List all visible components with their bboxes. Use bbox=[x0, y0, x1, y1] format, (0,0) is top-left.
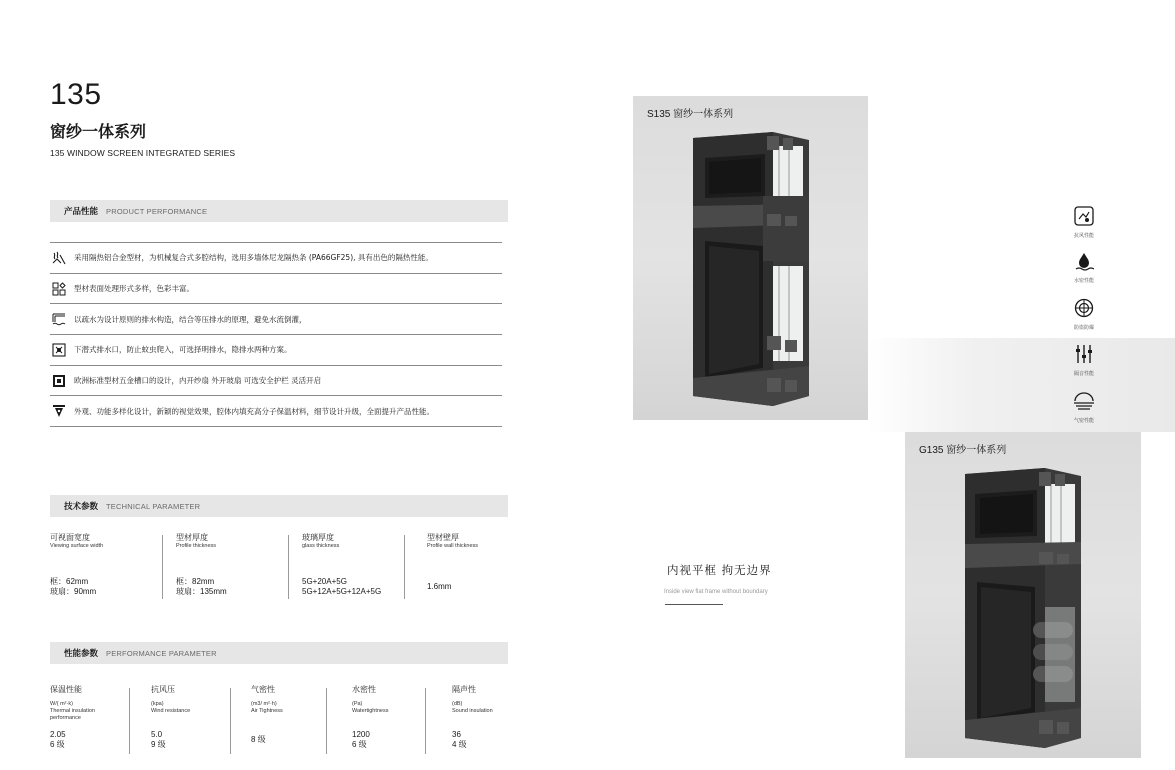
section-title-cn: 技术参数 bbox=[64, 502, 99, 512]
perf-heading-en: Wind resistance bbox=[151, 708, 191, 714]
perf-value: 6 级 bbox=[50, 740, 65, 749]
feature-text: 以疏水为设计原则的排水构造，结合等压排水的原理，避免水流倒灌， bbox=[74, 314, 307, 324]
feature-item bbox=[50, 366, 502, 397]
air-tightness-icon bbox=[1073, 391, 1095, 415]
insect-screen-icon bbox=[52, 343, 66, 357]
tech-value: 5G+12A+5G+12A+5G bbox=[302, 587, 382, 596]
slogan-underline bbox=[665, 604, 723, 605]
perf-value: 36 bbox=[452, 730, 461, 739]
perf-heading-en: Sound insulation bbox=[452, 708, 493, 714]
feature-item bbox=[50, 396, 502, 427]
heat-insulation-icon bbox=[52, 251, 66, 265]
section-title-cn: 产品性能 bbox=[64, 207, 99, 217]
tech-heading-cn: 玻璃厚度 bbox=[302, 533, 334, 542]
pen-design-icon bbox=[52, 404, 66, 418]
feature-text: 型材表面处理形式多样，色彩丰富。 bbox=[74, 284, 194, 294]
performance-icon-item bbox=[1064, 298, 1104, 331]
feature-text: 采用隔热铝合金型材，为机械复合式多腔结构，选用多墙体尼龙隔热条 (PA66GF25), 具有出色的隔热性能。 bbox=[74, 253, 433, 263]
tech-heading-cn: 可视面宽度 bbox=[50, 533, 90, 542]
product-performance-header bbox=[50, 200, 508, 222]
performance-icon-item bbox=[1064, 206, 1104, 239]
feature-text: 外观、功能多样化设计，新颖的视觉效果，腔体内填充高分子保温材料，细节设计升级，全面提升产品性能。 bbox=[74, 406, 434, 416]
perf-value: 1200 bbox=[352, 730, 370, 739]
perf-column bbox=[352, 685, 422, 755]
technical-parameter-grid bbox=[50, 533, 508, 601]
background-band bbox=[868, 338, 1175, 432]
section-title-en: TECHNICAL PARAMETER bbox=[106, 501, 201, 511]
s135-product-photo bbox=[633, 96, 868, 420]
performance-icon-label: 抗风性能 bbox=[1073, 233, 1094, 239]
performance-icon-item bbox=[1064, 344, 1104, 377]
feature-text: 欧洲标准型材五金槽口的设计，内开纱扇 外开玻扇 可选安全护栏 灵活开启 bbox=[74, 376, 322, 386]
column-divider bbox=[288, 535, 289, 599]
feature-item bbox=[50, 304, 502, 335]
g135-product-photo bbox=[905, 432, 1141, 758]
perf-value: 9 级 bbox=[151, 740, 166, 749]
series-title-en: 135 WINDOW SCREEN INTEGRATED SERIES bbox=[50, 148, 236, 158]
column-divider bbox=[404, 535, 405, 599]
column-divider bbox=[425, 688, 426, 754]
tech-value: 玻扇：90mm bbox=[50, 587, 97, 596]
photo-caption: S135 窗纱一体系列 bbox=[647, 109, 734, 120]
tech-heading-en: Viewing surface width bbox=[50, 543, 104, 549]
perf-value: 5.0 bbox=[151, 730, 163, 739]
window-profile-illustration bbox=[905, 432, 1141, 758]
perf-unit: (Pa) bbox=[352, 701, 363, 707]
section-title-en: PRODUCT PERFORMANCE bbox=[106, 206, 208, 216]
feature-text: 下潜式排水口，防止蚊虫爬入，可选择明排水，隐排水两种方案。 bbox=[74, 345, 292, 355]
performance-icon-label: 气密性能 bbox=[1073, 418, 1094, 424]
perf-value: 6 级 bbox=[352, 740, 367, 749]
perf-unit: (m3/ m²·h) bbox=[251, 701, 277, 707]
performance-icon-item bbox=[1064, 391, 1104, 424]
tech-value: 框：62mm bbox=[50, 577, 89, 586]
series-number: 135 bbox=[50, 78, 102, 111]
perf-column bbox=[151, 685, 231, 755]
hardware-slot-icon bbox=[52, 374, 66, 388]
column-divider bbox=[230, 688, 231, 754]
wind-resistance-icon bbox=[1074, 206, 1094, 230]
perf-column bbox=[251, 685, 321, 755]
perf-heading-cn: 抗风压 bbox=[151, 685, 175, 694]
perf-heading-cn: 水密性 bbox=[352, 685, 376, 694]
tech-column bbox=[427, 533, 508, 601]
photo-caption: G135 窗纱一体系列 bbox=[919, 445, 1007, 456]
tech-value: 1.6mm bbox=[427, 582, 452, 591]
performance-icon-item bbox=[1064, 251, 1104, 284]
perf-column bbox=[452, 685, 508, 755]
section-title-en: PERFORMANCE PARAMETER bbox=[106, 648, 217, 658]
perf-heading-en: Watertightness bbox=[352, 708, 389, 714]
water-tightness-icon bbox=[1074, 251, 1094, 275]
feature-item bbox=[50, 274, 502, 305]
tech-value: 框：82mm bbox=[176, 577, 215, 586]
perf-unit: (kpa) bbox=[151, 701, 164, 707]
feature-item bbox=[50, 335, 502, 366]
tech-heading-en: glass thickness bbox=[302, 543, 340, 549]
performance-icon-label: 水密性能 bbox=[1073, 278, 1094, 284]
tech-column bbox=[176, 533, 286, 601]
anti-theft-icon bbox=[1074, 298, 1094, 322]
column-divider bbox=[326, 688, 327, 754]
drainage-icon bbox=[52, 312, 66, 326]
perf-heading-cn: 隔声性 bbox=[452, 685, 476, 694]
tech-heading-cn: 型材壁厚 bbox=[427, 533, 459, 542]
window-profile-illustration bbox=[633, 96, 868, 420]
column-divider bbox=[162, 535, 163, 599]
series-title-cn: 窗纱一体系列 bbox=[50, 122, 147, 141]
perf-heading-cn: 保温性能 bbox=[50, 685, 82, 694]
performance-icon-label: 隔音性能 bbox=[1073, 371, 1094, 377]
slogan-cn: 内视平框 拘无边界 bbox=[667, 563, 772, 577]
feature-list bbox=[50, 242, 502, 427]
tech-column bbox=[50, 533, 160, 601]
tech-heading-en: Profile wall thickness bbox=[427, 543, 479, 549]
perf-column bbox=[50, 685, 120, 755]
grid-shapes-icon bbox=[52, 282, 66, 296]
perf-heading-cn: 气密性 bbox=[251, 685, 275, 694]
perf-value: 8 级 bbox=[251, 735, 266, 744]
perf-heading-en: Thermal insulation performance bbox=[50, 708, 95, 721]
tech-column bbox=[302, 533, 412, 601]
tech-heading-en: Profile thickness bbox=[176, 543, 217, 549]
sound-insulation-icon bbox=[1074, 344, 1094, 368]
perf-unit: W/( m²·k) bbox=[50, 701, 73, 707]
feature-item bbox=[50, 243, 502, 274]
performance-parameter-header bbox=[50, 642, 508, 664]
technical-parameter-header bbox=[50, 495, 508, 517]
tech-value: 5G+20A+5G bbox=[302, 577, 347, 586]
tech-heading-cn: 型材厚度 bbox=[176, 533, 208, 542]
perf-value: 2.05 bbox=[50, 730, 66, 739]
slogan-en: Inside view flat frame without boundary bbox=[664, 589, 768, 595]
section-title-cn: 性能参数 bbox=[64, 649, 99, 659]
column-divider bbox=[129, 688, 130, 754]
perf-heading-en: Air Tightness bbox=[251, 708, 283, 714]
performance-icon-label: 防盗防爆 bbox=[1073, 325, 1094, 331]
tech-value: 玻扇：135mm bbox=[176, 587, 227, 596]
perf-unit: (dB) bbox=[452, 701, 463, 707]
perf-value: 4 级 bbox=[452, 740, 467, 749]
